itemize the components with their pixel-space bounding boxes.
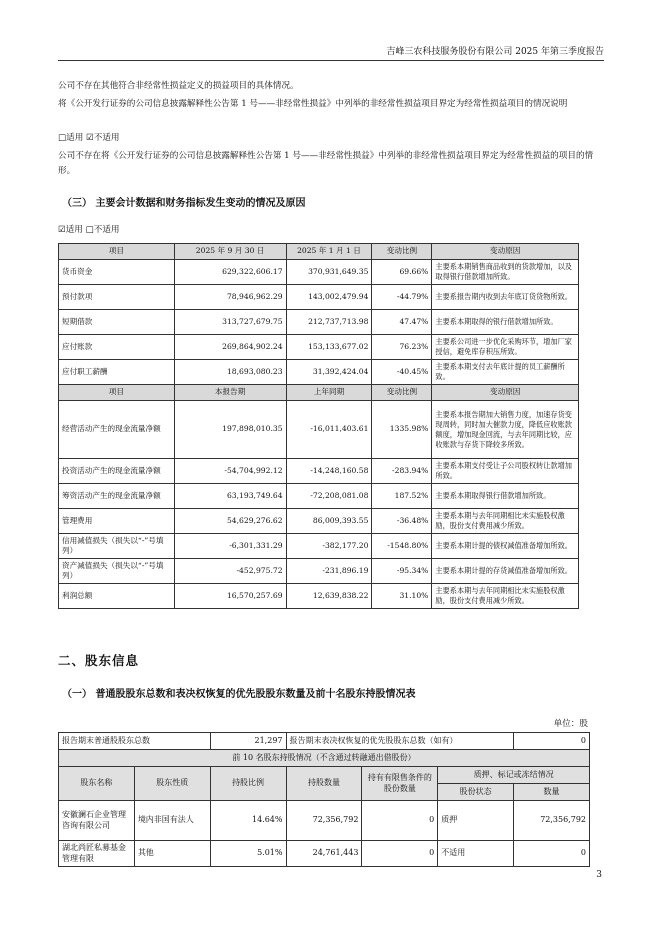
change-reason: 主要系本报告期加大销售力度，加速存货变现周转，同时加大催款力度，降低应收账款额度，增加现金回流，与去年同期比较，应收账款与存货下降较多所致。 bbox=[432, 401, 579, 459]
restricted-qty: 0 bbox=[362, 841, 438, 867]
holder-nature: 境内非国有法人 bbox=[134, 801, 210, 841]
item-name: 投资活动产生的现金流量净额 bbox=[59, 459, 175, 484]
table-row bbox=[59, 841, 590, 867]
change-ratio: -44.79% bbox=[372, 285, 432, 310]
current-value: 18,693,080.23 bbox=[174, 360, 286, 385]
table-row bbox=[59, 484, 579, 509]
prior-value: -16,011,403.61 bbox=[286, 401, 372, 459]
holder-name: 安徽澜石企业管理咨询有限公司 bbox=[59, 801, 135, 841]
prior-value: 12,639,838.22 bbox=[286, 584, 372, 609]
subsection-1-title: （一） 普通股股东总数和表决权恢复的优先股股东数量及前十名股东持股情况表 bbox=[62, 689, 416, 700]
item-name: 应付账款 bbox=[59, 335, 175, 360]
current-value: -54,704,992.12 bbox=[174, 459, 286, 484]
prior-value: 31,392,424.04 bbox=[286, 360, 372, 385]
item-name: 资产减值损失（损失以“-”号填列） bbox=[59, 559, 175, 584]
paragraph-explanation-title: 将《公开发行证券的公司信息披露解释性公告第 1 号——非经常性损益》中列举的非经常性损益项目界定为经常性损益项目的情况说明 bbox=[58, 99, 568, 109]
table-row bbox=[59, 401, 579, 459]
change-ratio: -1548.80% bbox=[372, 534, 432, 559]
change-ratio: 47.47% bbox=[372, 310, 432, 335]
shareholder-table bbox=[58, 732, 590, 867]
table-row bbox=[59, 285, 579, 310]
item-name: 信用减值损失（损失以“-”号填列） bbox=[59, 534, 175, 559]
prior-value: -14,248,160.58 bbox=[286, 459, 372, 484]
col-header: 2025 年 9 月 30 日 bbox=[174, 244, 286, 260]
change-ratio: -40.45% bbox=[372, 360, 432, 385]
preferred-holders-label: 报告期末表决权恢复的优先股股东总数（如有） bbox=[286, 733, 514, 750]
holding-ratio: 5.01% bbox=[210, 841, 286, 867]
pledge-qty: 72,356,792 bbox=[514, 801, 590, 841]
col-header: 变动原因 bbox=[432, 244, 579, 260]
current-value: -452,975.72 bbox=[174, 559, 286, 584]
restricted-qty: 0 bbox=[362, 801, 438, 841]
share-status: 质押 bbox=[438, 801, 514, 841]
share-status: 不适用 bbox=[438, 841, 514, 867]
change-reason: 主要系报告期内收到去年底订货货物所致。 bbox=[432, 285, 579, 310]
change-ratio: -95.34% bbox=[372, 559, 432, 584]
item-name: 应付职工薪酬 bbox=[59, 360, 175, 385]
prior-value: 86,009,393.55 bbox=[286, 509, 372, 534]
current-value: 197,898,010.35 bbox=[174, 401, 286, 459]
col-header: 变动原因 bbox=[432, 385, 579, 401]
page-number: 3 bbox=[596, 870, 602, 880]
table-row bbox=[59, 559, 579, 584]
col-header: 股份状态 bbox=[438, 784, 514, 801]
change-reason: 主要系本期计提的存货减值准备增加所致。 bbox=[432, 559, 579, 584]
table-row bbox=[59, 534, 579, 559]
current-value: -6,301,331.29 bbox=[174, 534, 286, 559]
item-name: 利润总额 bbox=[59, 584, 175, 609]
section-3-applicability: ☑适用 □不适用 bbox=[58, 225, 120, 235]
total-holders-value: 21,297 bbox=[210, 733, 286, 750]
col-header: 股东性质 bbox=[134, 767, 210, 801]
top10-title: 前 10 名股东持股情况（不含通过转融通出借股份） bbox=[59, 750, 590, 767]
prior-value: -382,177.20 bbox=[286, 534, 372, 559]
change-reason: 主要系本期支付去年底计提的员工薪酬所致。 bbox=[432, 360, 579, 385]
col-header: 持股比例 bbox=[210, 767, 286, 801]
current-value: 63,193,749.64 bbox=[174, 484, 286, 509]
holding-ratio: 14.64% bbox=[210, 801, 286, 841]
change-reason: 主要系本期取得银行借款增加所致。 bbox=[432, 484, 579, 509]
change-ratio: -36.48% bbox=[372, 509, 432, 534]
total-holders-label: 报告期末普通股股东总数 bbox=[59, 733, 211, 750]
prior-value: 212,737,713.98 bbox=[286, 310, 372, 335]
report-title: 吉峰三农科技服务股份有限公司 2025 年第三季度报告 bbox=[386, 47, 604, 57]
change-reason: 主要系公司进一步优化采购环节，增加厂家授信，避免库存积压所致。 bbox=[432, 335, 579, 360]
prior-value: -231,896.19 bbox=[286, 559, 372, 584]
col-header: 股东名称 bbox=[59, 767, 135, 801]
financial-change-table bbox=[58, 243, 579, 609]
table-row bbox=[59, 509, 579, 534]
col-header: 变动比例 bbox=[372, 244, 432, 260]
item-name: 短期借款 bbox=[59, 310, 175, 335]
table-row bbox=[59, 310, 579, 335]
current-value: 313,727,679.75 bbox=[174, 310, 286, 335]
page-header bbox=[58, 44, 604, 61]
change-ratio: 31.10% bbox=[372, 584, 432, 609]
change-reason: 主要系本期支付受让子公司股权转让款增加所致。 bbox=[432, 459, 579, 484]
holder-nature: 其他 bbox=[134, 841, 210, 867]
item-name: 管理费用 bbox=[59, 509, 175, 534]
current-value: 78,946,962.29 bbox=[174, 285, 286, 310]
table-row bbox=[59, 801, 590, 841]
table-row bbox=[59, 260, 579, 285]
change-reason: 主要系本期取得的银行借款增加所致。 bbox=[432, 310, 579, 335]
col-header: 变动比例 bbox=[372, 385, 432, 401]
prior-value: 153,133,677.02 bbox=[286, 335, 372, 360]
pledge-qty: 0 bbox=[514, 841, 590, 867]
col-header: 上年同期 bbox=[286, 385, 372, 401]
preferred-holders-value: 0 bbox=[514, 733, 590, 750]
item-name: 预付款项 bbox=[59, 285, 175, 310]
prior-value: -72,208,081.08 bbox=[286, 484, 372, 509]
current-value: 629,322,606.17 bbox=[174, 260, 286, 285]
item-name: 筹资活动产生的现金流量净额 bbox=[59, 484, 175, 509]
table-row bbox=[59, 584, 579, 609]
change-reason: 主要系本期销售商品收到的货款增加，以及取得银行借款增加所致。 bbox=[432, 260, 579, 285]
paragraph-no-reclass: 公司不存在将《公开发行证券的公司信息披露解释性公告第 1 号——非经常性损益》中列举的非经常性损益项目界定为经常性损益的项目的情形。 bbox=[58, 151, 594, 176]
applicability-checkbox: □适用 ☑不适用 bbox=[58, 133, 120, 143]
top10-title-row bbox=[59, 750, 590, 767]
table-row bbox=[59, 459, 579, 484]
col-header: 持股数量 bbox=[286, 767, 362, 801]
col-header: 持有有限售条件的股份数量 bbox=[362, 767, 438, 801]
paragraph-no-other-items: 公司不存在其他符合非经常性损益定义的损益项目的具体情况。 bbox=[58, 81, 299, 91]
item-name: 经营活动产生的现金流量净额 bbox=[59, 401, 175, 459]
change-ratio: -283.94% bbox=[372, 459, 432, 484]
col-header: 2025 年 1 月 1 日 bbox=[286, 244, 372, 260]
change-ratio: 76.23% bbox=[372, 335, 432, 360]
holding-qty: 24,761,443 bbox=[286, 841, 362, 867]
col-header: 本报告期 bbox=[174, 385, 286, 401]
table-row bbox=[59, 335, 579, 360]
item-name: 货币资金 bbox=[59, 260, 175, 285]
shareholder-count-row bbox=[59, 733, 590, 750]
change-ratio: 69.66% bbox=[372, 260, 432, 285]
holder-name: 湖北尚匠私募基金管理有限 bbox=[59, 841, 135, 867]
prior-value: 143,002,479.94 bbox=[286, 285, 372, 310]
col-header: 项目 bbox=[59, 385, 175, 401]
unit-label: 单位：股 bbox=[553, 719, 588, 729]
section-3-title: （三） 主要会计数据和财务指标发生变动的情况及原因 bbox=[62, 198, 306, 209]
current-value: 54,629,276.62 bbox=[174, 509, 286, 534]
table-row bbox=[59, 360, 579, 385]
current-value: 269,864,902.24 bbox=[174, 335, 286, 360]
income-header-row bbox=[59, 385, 579, 401]
change-reason: 主要系本期与去年同期相比未实施股权激励，股份支付费用减少所致。 bbox=[432, 584, 579, 609]
prior-value: 370,931,649.35 bbox=[286, 260, 372, 285]
balance-header-row bbox=[59, 244, 579, 260]
change-reason: 主要系本期与去年同期相比未实施股权激励，股份支付费用减少所致。 bbox=[432, 509, 579, 534]
section-shareholder-info-title: 二、股东信息 bbox=[58, 653, 140, 668]
col-header: 数量 bbox=[514, 784, 590, 801]
current-value: 16,570,257.69 bbox=[174, 584, 286, 609]
change-ratio: 1335.98% bbox=[372, 401, 432, 459]
col-header: 质押、标记或冻结情况 bbox=[438, 767, 590, 784]
col-header: 项目 bbox=[59, 244, 175, 260]
shareholder-header-row bbox=[59, 767, 590, 784]
change-reason: 主要系本期计提的债权减值准备增加所致。 bbox=[432, 534, 579, 559]
holding-qty: 72,356,792 bbox=[286, 801, 362, 841]
change-ratio: 187.52% bbox=[372, 484, 432, 509]
